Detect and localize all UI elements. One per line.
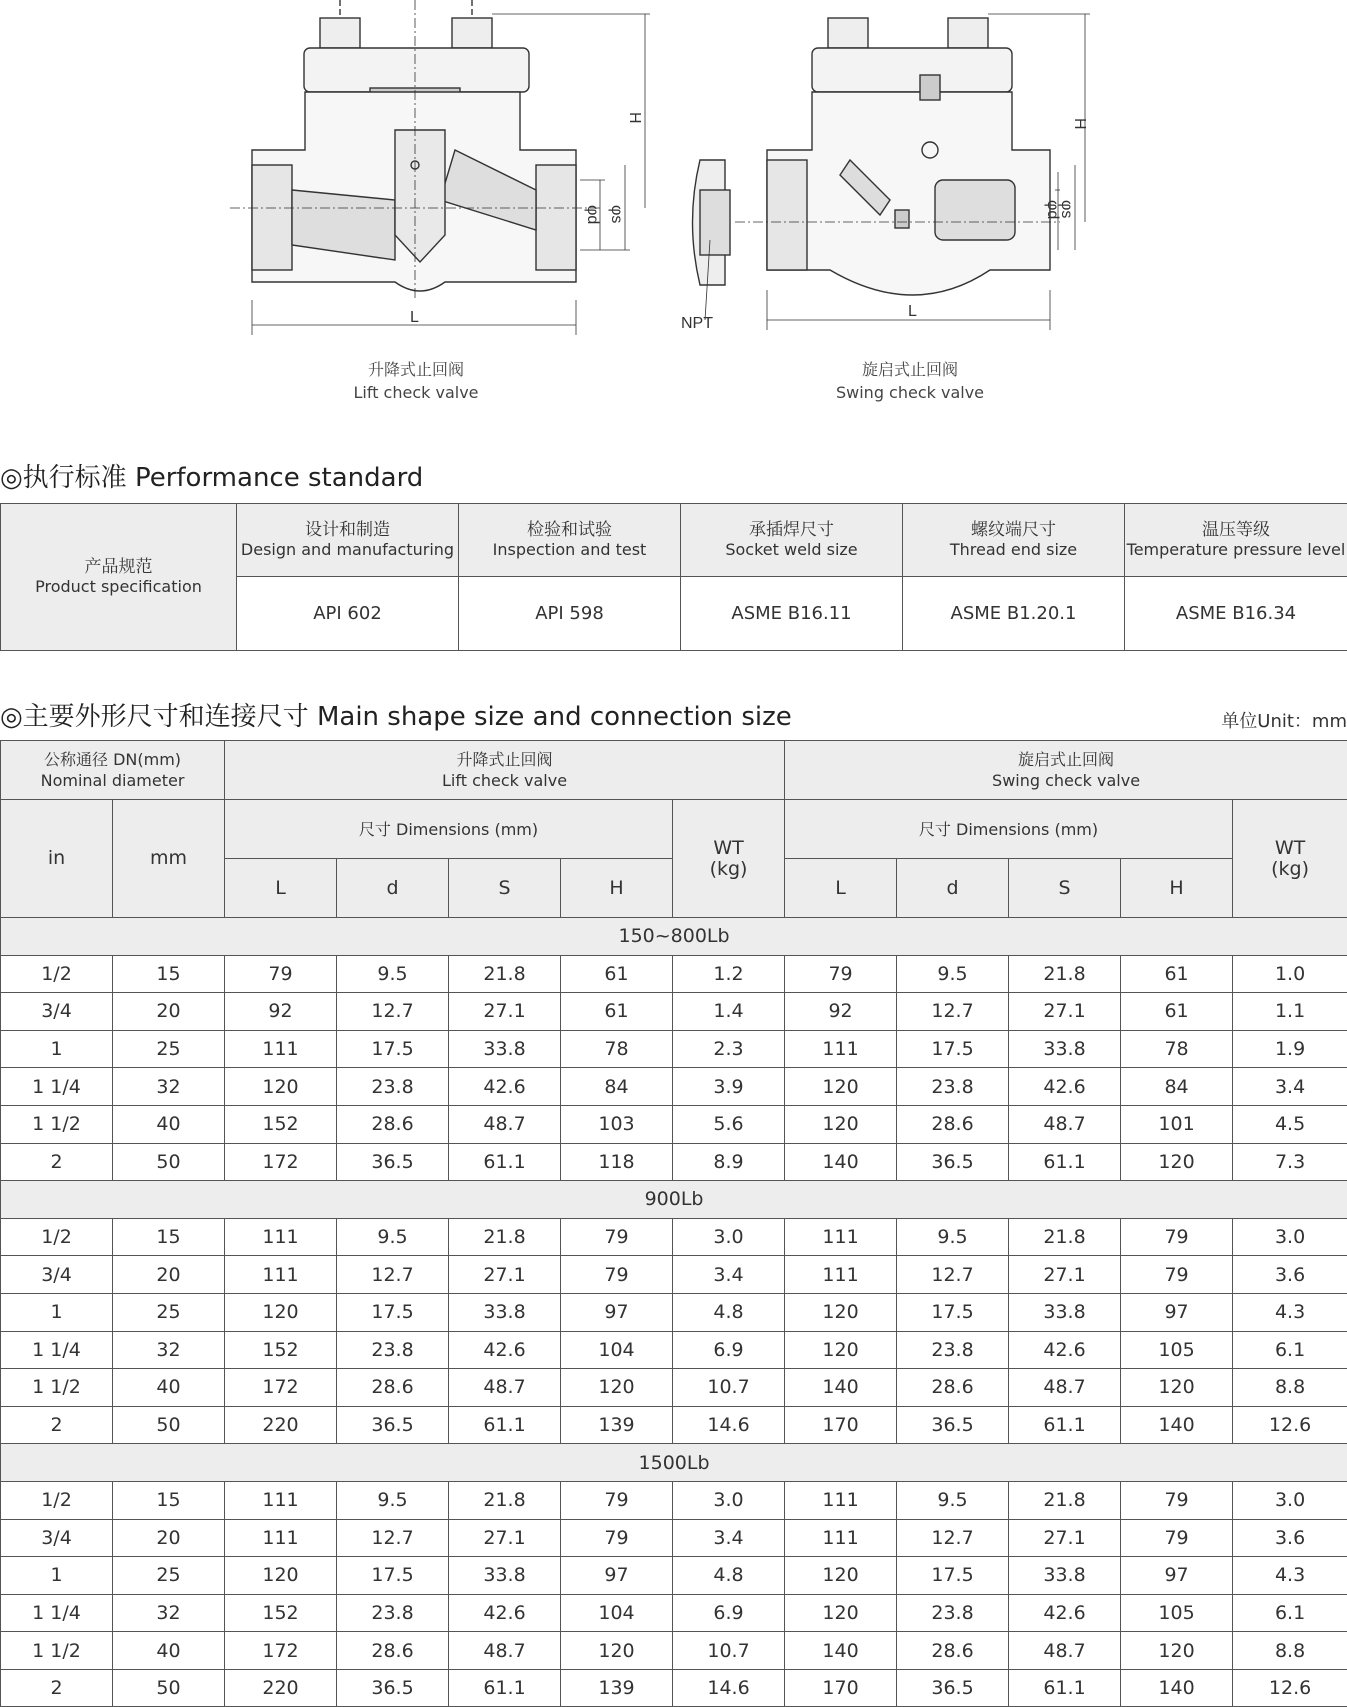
table-row — [1, 1406, 1347, 1444]
table-cell: 9.5 — [337, 1218, 449, 1256]
table-cell: 21.8 — [1009, 955, 1121, 993]
table-cell: 78 — [1121, 1030, 1233, 1068]
table-cell: 33.8 — [1009, 1293, 1121, 1331]
table-row — [1, 1068, 1347, 1106]
table-cell: 170 — [785, 1669, 897, 1707]
dimensions-title: ◎主要外形尺寸和连接尺寸 Main shape size and connection size — [0, 702, 792, 732]
table-cell: 152 — [225, 1331, 337, 1369]
dim-col-header: L — [785, 859, 897, 918]
table-cell: 20 — [113, 1256, 225, 1294]
table-cell: 17.5 — [897, 1293, 1009, 1331]
table-cell: 61 — [1121, 955, 1233, 993]
table-cell: 120 — [225, 1557, 337, 1595]
table-cell: 9.5 — [897, 1481, 1009, 1519]
table-cell: 14.6 — [673, 1669, 785, 1707]
table-cell: 50 — [113, 1406, 225, 1444]
table-cell: 28.6 — [897, 1105, 1009, 1143]
table-cell: 36.5 — [897, 1143, 1009, 1181]
table-cell: 1 1/4 — [1, 1068, 113, 1106]
table-cell: 15 — [113, 1218, 225, 1256]
table-cell: 12.7 — [337, 1519, 449, 1557]
table-cell: 36.5 — [897, 1406, 1009, 1444]
table-cell: 33.8 — [449, 1293, 561, 1331]
performance-title: ◎执行标准 Performance standard — [0, 463, 424, 493]
table-row — [1, 1143, 1347, 1181]
table-cell: 118 — [561, 1143, 673, 1181]
table-cell: 140 — [1121, 1406, 1233, 1444]
table-cell: 17.5 — [897, 1030, 1009, 1068]
pressure-class-row: 150~800Lb — [1, 918, 1347, 956]
lift-d-label: φd — [584, 205, 601, 225]
lift-h-label: H — [626, 112, 643, 124]
lift-dims-header: 尺寸 Dimensions (mm) — [225, 800, 673, 859]
table-cell: 79 — [1121, 1481, 1233, 1519]
perf-header — [459, 504, 681, 577]
table-cell: 78 — [561, 1030, 673, 1068]
table-cell: 101 — [1121, 1105, 1233, 1143]
table-cell: 61 — [561, 955, 673, 993]
table-cell: 140 — [785, 1369, 897, 1407]
table-cell: 33.8 — [1009, 1557, 1121, 1595]
table-cell: 97 — [561, 1557, 673, 1595]
table-cell: 4.8 — [673, 1557, 785, 1595]
table-cell: 140 — [785, 1143, 897, 1181]
table-cell: 79 — [561, 1256, 673, 1294]
table-cell: 42.6 — [1009, 1068, 1121, 1106]
perf-value: API 598 — [459, 577, 681, 651]
table-cell: 25 — [113, 1030, 225, 1068]
table-row — [1, 1030, 1347, 1068]
table-cell: 61.1 — [449, 1143, 561, 1181]
table-cell: 104 — [561, 1594, 673, 1632]
table-cell: 3/4 — [1, 993, 113, 1031]
table-cell: 111 — [225, 1519, 337, 1557]
table-cell: 104 — [561, 1331, 673, 1369]
table-cell: 1.0 — [1233, 955, 1347, 993]
table-cell: 33.8 — [449, 1030, 561, 1068]
table-cell: 23.8 — [897, 1068, 1009, 1106]
valve-drawings — [0, 0, 1347, 420]
table-cell: 3.0 — [1233, 1218, 1347, 1256]
table-cell: 111 — [225, 1030, 337, 1068]
table-cell: 6.1 — [1233, 1594, 1347, 1632]
table-cell: 2 — [1, 1406, 113, 1444]
table-cell: 61.1 — [1009, 1669, 1121, 1707]
table-cell: 27.1 — [449, 1256, 561, 1294]
table-cell: 12.7 — [897, 1256, 1009, 1294]
table-cell: 23.8 — [337, 1594, 449, 1632]
table-cell: 120 — [785, 1105, 897, 1143]
perf-header-en: Temperature pressure level — [1126, 540, 1346, 559]
table-cell: 1.9 — [1233, 1030, 1347, 1068]
table-cell: 20 — [113, 993, 225, 1031]
table-cell: 1 1/4 — [1, 1594, 113, 1632]
table-cell: 50 — [113, 1143, 225, 1181]
table-row — [1, 1519, 1347, 1557]
table-cell: 32 — [113, 1331, 225, 1369]
table-cell: 28.6 — [337, 1105, 449, 1143]
perf-header-en: Design and manufacturing — [240, 540, 455, 559]
lift-check-valve-drawing — [230, 0, 650, 335]
table-cell: 9.5 — [337, 955, 449, 993]
unit-label: 单位Unit：mm — [1221, 711, 1347, 732]
table-cell: 48.7 — [449, 1632, 561, 1670]
table-cell: 12.6 — [1233, 1406, 1347, 1444]
table-cell: 105 — [1121, 1331, 1233, 1369]
table-cell: 6.1 — [1233, 1331, 1347, 1369]
table-cell: 10.7 — [673, 1632, 785, 1670]
table-cell: 21.8 — [1009, 1218, 1121, 1256]
swing-dims-header: 尺寸 Dimensions (mm) — [785, 800, 1233, 859]
table-cell: 17.5 — [337, 1293, 449, 1331]
table-cell: 61.1 — [449, 1669, 561, 1707]
table-cell: 6.9 — [673, 1594, 785, 1632]
table-cell: 21.8 — [1009, 1481, 1121, 1519]
table-row — [1, 1557, 1347, 1595]
perf-header-en: Thread end size — [949, 540, 1078, 559]
table-cell: 120 — [561, 1632, 673, 1670]
table-cell: 61 — [1121, 993, 1233, 1031]
table-cell: 33.8 — [449, 1557, 561, 1595]
table-cell: 27.1 — [1009, 1519, 1121, 1557]
table-cell: 3.0 — [1233, 1481, 1347, 1519]
table-cell: 28.6 — [337, 1632, 449, 1670]
perf-header-zh: 承插焊尺寸 — [749, 520, 834, 540]
performance-table — [0, 503, 1347, 651]
table-cell: 42.6 — [449, 1594, 561, 1632]
table-cell: 111 — [225, 1256, 337, 1294]
table-cell: 9.5 — [897, 1218, 1009, 1256]
table-cell: 27.1 — [449, 1519, 561, 1557]
nominal-header: 公称通径 DN(mm) Nominal diameter — [1, 741, 225, 800]
table-cell: 42.6 — [449, 1331, 561, 1369]
table-cell: 111 — [225, 1218, 337, 1256]
swing-npt-label: NPT — [681, 315, 713, 332]
swing-s-label: φs — [1058, 200, 1075, 219]
table-cell: 15 — [113, 955, 225, 993]
table-row — [1, 1218, 1347, 1256]
table-cell: 3/4 — [1, 1256, 113, 1294]
table-cell: 36.5 — [897, 1669, 1009, 1707]
table-cell: 27.1 — [449, 993, 561, 1031]
table-cell: 1/2 — [1, 1481, 113, 1519]
table-row — [1, 1369, 1347, 1407]
table-cell: 3.4 — [673, 1256, 785, 1294]
perf-header — [681, 504, 903, 577]
table-cell: 111 — [785, 1256, 897, 1294]
table-cell: 152 — [225, 1594, 337, 1632]
table-cell: 17.5 — [337, 1030, 449, 1068]
table-row — [1, 955, 1347, 993]
table-cell: 12.7 — [337, 1256, 449, 1294]
table-cell: 61.1 — [449, 1406, 561, 1444]
table-cell: 97 — [1121, 1293, 1233, 1331]
table-cell: 140 — [785, 1632, 897, 1670]
table-cell: 92 — [225, 993, 337, 1031]
table-cell: 111 — [785, 1519, 897, 1557]
table-row — [1, 1669, 1347, 1707]
mm-header: mm — [113, 800, 225, 918]
table-cell: 6.9 — [673, 1331, 785, 1369]
lift-header: 升降式止回阀 Lift check valve — [225, 741, 785, 800]
table-row — [1, 1256, 1347, 1294]
table-cell: 4.8 — [673, 1293, 785, 1331]
table-cell: 120 — [225, 1068, 337, 1106]
table-cell: 17.5 — [337, 1557, 449, 1595]
table-cell: 1 1/2 — [1, 1105, 113, 1143]
table-cell: 3.4 — [1233, 1068, 1347, 1106]
perf-header-en: Socket weld size — [725, 540, 858, 559]
table-cell: 1 1/2 — [1, 1369, 113, 1407]
table-cell: 4.3 — [1233, 1293, 1347, 1331]
swing-h-label: H — [1071, 118, 1088, 130]
table-cell: 28.6 — [897, 1632, 1009, 1670]
table-cell: 25 — [113, 1293, 225, 1331]
table-row — [1, 1293, 1347, 1331]
table-cell: 40 — [113, 1632, 225, 1670]
table-cell: 4.3 — [1233, 1557, 1347, 1595]
table-cell: 17.5 — [897, 1557, 1009, 1595]
table-cell: 48.7 — [449, 1105, 561, 1143]
table-cell: 48.7 — [1009, 1369, 1121, 1407]
table-cell: 21.8 — [449, 1481, 561, 1519]
lift-caption — [266, 358, 566, 404]
table-cell: 28.6 — [337, 1369, 449, 1407]
perf-header-zh: 温压等级 — [1202, 520, 1270, 540]
table-cell: 172 — [225, 1632, 337, 1670]
table-cell: 8.9 — [673, 1143, 785, 1181]
table-cell: 79 — [1121, 1218, 1233, 1256]
table-cell: 61.1 — [1009, 1406, 1121, 1444]
pressure-class-row: 1500Lb — [1, 1444, 1347, 1482]
table-cell: 12.7 — [337, 993, 449, 1031]
lift-caption-zh: 升降式止回阀 — [367, 360, 464, 379]
table-cell: 28.6 — [897, 1369, 1009, 1407]
table-cell: 40 — [113, 1105, 225, 1143]
table-cell: 152 — [225, 1105, 337, 1143]
swing-d-label: φd — [1044, 200, 1061, 220]
table-cell: 14.6 — [673, 1406, 785, 1444]
table-row — [1, 993, 1347, 1031]
table-cell: 40 — [113, 1369, 225, 1407]
table-cell: 120 — [225, 1293, 337, 1331]
table-row — [1, 1105, 1347, 1143]
table-cell: 97 — [1121, 1557, 1233, 1595]
dim-col-header: S — [449, 859, 561, 918]
dim-col-header: H — [1121, 859, 1233, 918]
swing-wt-header: WT (kg) — [1233, 800, 1347, 918]
dim-col-header: S — [1009, 859, 1121, 918]
table-cell: 120 — [1121, 1143, 1233, 1181]
perf-value: ASME B1.20.1 — [903, 577, 1125, 651]
perf-header — [237, 504, 459, 577]
table-cell: 139 — [561, 1669, 673, 1707]
table-cell: 79 — [561, 1481, 673, 1519]
table-cell: 105 — [1121, 1594, 1233, 1632]
table-cell: 120 — [785, 1331, 897, 1369]
swing-caption — [760, 358, 1060, 404]
table-cell: 3.6 — [1233, 1256, 1347, 1294]
perf-value: ASME B16.34 — [1125, 577, 1347, 651]
table-cell: 2 — [1, 1669, 113, 1707]
lift-s-label: φs — [608, 205, 625, 224]
table-cell: 15 — [113, 1481, 225, 1519]
table-cell: 172 — [225, 1143, 337, 1181]
table-cell: 27.1 — [1009, 1256, 1121, 1294]
table-cell: 120 — [561, 1369, 673, 1407]
table-cell: 20 — [113, 1519, 225, 1557]
table-cell: 103 — [561, 1105, 673, 1143]
table-cell: 23.8 — [897, 1331, 1009, 1369]
lift-l-label: L — [410, 309, 419, 326]
in-header: in — [1, 800, 113, 918]
table-cell: 42.6 — [1009, 1331, 1121, 1369]
table-cell: 79 — [785, 955, 897, 993]
pressure-class-row: 900Lb — [1, 1181, 1347, 1219]
table-cell: 3.6 — [1233, 1519, 1347, 1557]
table-cell: 139 — [561, 1406, 673, 1444]
table-cell: 1/2 — [1, 1218, 113, 1256]
table-cell: 36.5 — [337, 1406, 449, 1444]
table-cell: 120 — [1121, 1369, 1233, 1407]
table-row — [1, 1594, 1347, 1632]
table-cell: 120 — [1121, 1632, 1233, 1670]
product-spec-label: 产品规范 Product specification — [1, 504, 237, 651]
table-cell: 8.8 — [1233, 1369, 1347, 1407]
perf-header — [903, 504, 1125, 577]
valve-drawings-svg — [0, 0, 1347, 420]
table-cell: 111 — [225, 1481, 337, 1519]
table-cell: 3/4 — [1, 1519, 113, 1557]
table-cell: 79 — [225, 955, 337, 993]
table-cell: 79 — [1121, 1256, 1233, 1294]
table-cell: 92 — [785, 993, 897, 1031]
table-cell: 120 — [785, 1293, 897, 1331]
table-cell: 50 — [113, 1669, 225, 1707]
table-cell: 79 — [561, 1519, 673, 1557]
table-row — [1, 1632, 1347, 1670]
table-cell: 3.0 — [673, 1481, 785, 1519]
dim-col-header: d — [337, 859, 449, 918]
table-cell: 220 — [225, 1669, 337, 1707]
table-cell: 12.7 — [897, 993, 1009, 1031]
perf-value: ASME B16.11 — [681, 577, 903, 651]
table-cell: 48.7 — [1009, 1105, 1121, 1143]
table-cell: 79 — [561, 1218, 673, 1256]
table-cell: 4.5 — [1233, 1105, 1347, 1143]
table-cell: 23.8 — [337, 1068, 449, 1106]
dim-col-header: L — [225, 859, 337, 918]
table-cell: 1 1/2 — [1, 1632, 113, 1670]
table-cell: 3.4 — [673, 1519, 785, 1557]
table-cell: 220 — [225, 1406, 337, 1444]
table-cell: 42.6 — [449, 1068, 561, 1106]
table-cell: 32 — [113, 1068, 225, 1106]
table-cell: 79 — [1121, 1519, 1233, 1557]
swing-caption-en: Swing check valve — [835, 383, 985, 402]
table-cell: 61 — [561, 993, 673, 1031]
swing-l-label: L — [908, 303, 917, 320]
table-cell: 1.2 — [673, 955, 785, 993]
dim-col-header: H — [561, 859, 673, 918]
table-cell: 33.8 — [1009, 1030, 1121, 1068]
perf-value: API 602 — [237, 577, 459, 651]
table-cell: 1 — [1, 1557, 113, 1595]
table-cell: 48.7 — [449, 1369, 561, 1407]
table-cell: 12.7 — [897, 1519, 1009, 1557]
table-cell: 140 — [1121, 1669, 1233, 1707]
swing-header: 旋启式止回阀 Swing check valve — [785, 741, 1347, 800]
table-cell: 27.1 — [1009, 993, 1121, 1031]
table-cell: 8.8 — [1233, 1632, 1347, 1670]
lift-caption-en: Lift check valve — [353, 383, 479, 402]
table-cell: 111 — [785, 1218, 897, 1256]
table-cell: 172 — [225, 1369, 337, 1407]
table-cell: 1 1/4 — [1, 1331, 113, 1369]
dim-col-header: d — [897, 859, 1009, 918]
perf-header-en: Inspection and test — [492, 540, 647, 559]
table-cell: 120 — [785, 1594, 897, 1632]
table-cell: 120 — [785, 1068, 897, 1106]
perf-header-zh: 螺纹端尺寸 — [971, 520, 1056, 540]
dimensions-table — [0, 740, 1347, 1707]
table-cell: 1.1 — [1233, 993, 1347, 1031]
table-cell: 9.5 — [337, 1481, 449, 1519]
table-cell: 1 — [1, 1030, 113, 1068]
table-cell: 84 — [561, 1068, 673, 1106]
table-cell: 12.6 — [1233, 1669, 1347, 1707]
table-row — [1, 1481, 1347, 1519]
table-cell: 120 — [785, 1557, 897, 1595]
table-cell: 7.3 — [1233, 1143, 1347, 1181]
swing-caption-zh: 旋启式止回阀 — [861, 360, 958, 379]
perf-header-zh: 检验和试验 — [527, 520, 612, 540]
table-cell: 2 — [1, 1143, 113, 1181]
table-cell: 21.8 — [449, 955, 561, 993]
perf-header-zh: 设计和制造 — [305, 520, 390, 540]
table-row — [1, 1331, 1347, 1369]
table-cell: 1 — [1, 1293, 113, 1331]
table-cell: 111 — [785, 1481, 897, 1519]
table-cell: 5.6 — [673, 1105, 785, 1143]
table-cell: 111 — [785, 1030, 897, 1068]
perf-header — [1125, 504, 1347, 577]
table-cell: 32 — [113, 1594, 225, 1632]
table-cell: 36.5 — [337, 1669, 449, 1707]
table-cell: 3.9 — [673, 1068, 785, 1106]
table-cell: 61.1 — [1009, 1143, 1121, 1181]
table-cell: 3.0 — [673, 1218, 785, 1256]
table-cell: 23.8 — [897, 1594, 1009, 1632]
table-cell: 84 — [1121, 1068, 1233, 1106]
table-cell: 97 — [561, 1293, 673, 1331]
table-cell: 1/2 — [1, 955, 113, 993]
table-cell: 36.5 — [337, 1143, 449, 1181]
table-cell: 48.7 — [1009, 1632, 1121, 1670]
table-cell: 2.3 — [673, 1030, 785, 1068]
swing-check-valve-drawing — [693, 14, 1091, 330]
table-cell: 10.7 — [673, 1369, 785, 1407]
table-cell: 1.4 — [673, 993, 785, 1031]
lift-wt-header: WT (kg) — [673, 800, 785, 918]
table-cell: 25 — [113, 1557, 225, 1595]
table-cell: 21.8 — [449, 1218, 561, 1256]
table-cell: 9.5 — [897, 955, 1009, 993]
table-cell: 170 — [785, 1406, 897, 1444]
table-cell: 42.6 — [1009, 1594, 1121, 1632]
table-cell: 23.8 — [337, 1331, 449, 1369]
